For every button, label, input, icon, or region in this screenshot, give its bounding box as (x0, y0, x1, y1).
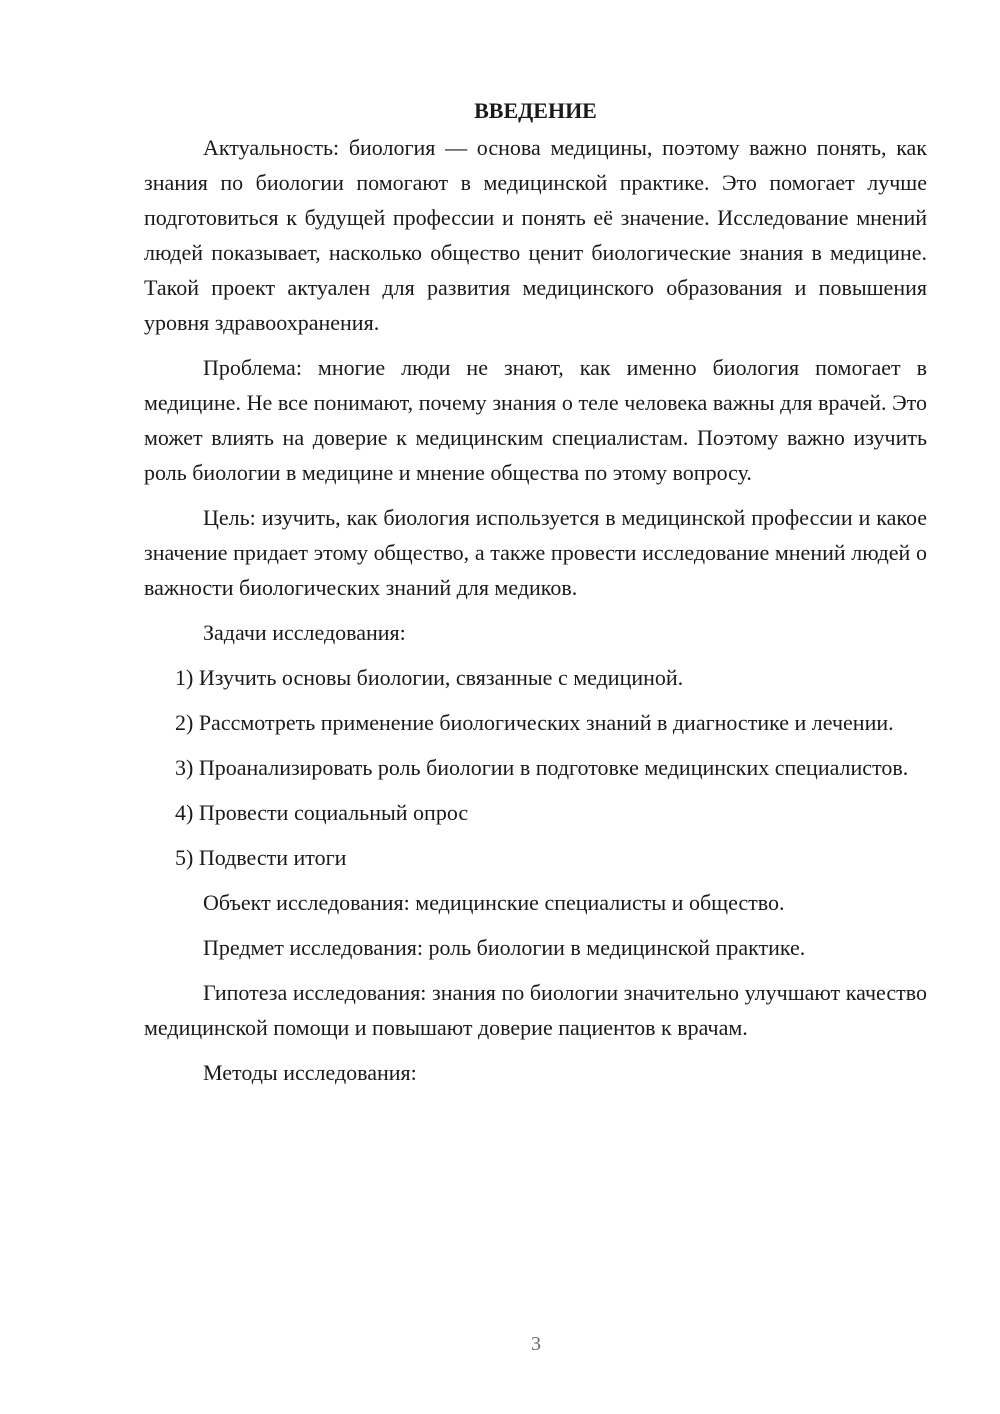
page-number: 3 (531, 1333, 541, 1355)
task-item-5: 5) Подвести итоги (175, 845, 347, 870)
methods-heading: Методы исследования: (203, 1060, 417, 1085)
goal-paragraph: Цель: изучить, как биология используется в медицинской профессии и какое значение придает этому общество, а также провести исследование мнений людей о важности биологических знаний для медиков. (144, 505, 927, 600)
tasks-heading: Задачи исследования: (203, 620, 406, 645)
section-heading: ВВЕДЕНИЕ (474, 98, 597, 123)
task-item-1: 1) Изучить основы биологии, связанные с медициной. (175, 665, 684, 690)
subject-paragraph: Предмет исследования: роль биологии в медицинской практике. (203, 935, 806, 960)
task-item-2: 2) Рассмотреть применение биологических знаний в диагностике и лечении. (175, 710, 894, 735)
object-paragraph: Объект исследования: медицинские специалисты и общество. (203, 890, 785, 915)
page-content (144, 92, 927, 1100)
relevance-paragraph: Актуальность: биология — основа медицины, поэтому важно понять, как знания по биологии помогают в медицинской практике. Это помогает лучше подготовиться к будущей профессии и понять её значение. Исследование мнений людей показывает, насколько общество ценит биологические знания в медицине. Такой проект актуален для развития медицинского образования и повышения уровня здравоохранения. (144, 135, 927, 335)
task-item-3: 3) Проанализировать роль биологии в подготовке медицинских специалистов. (175, 755, 909, 780)
task-item-4: 4) Провести социальный опрос (175, 800, 469, 825)
hypothesis-paragraph: Гипотеза исследования: знания по биологии значительно улучшают качество медицинской помощи и повышают доверие пациентов к врачам. (144, 980, 927, 1040)
problem-paragraph: Проблема: многие люди не знают, как именно биология помогает в медицине. Не все понимают, почему знания о теле человека важны для врачей. Это может влиять на доверие к медицинским специалистам. Поэтому важно изучить роль биологии в медицине и мнение общества по этому вопросу. (144, 355, 927, 485)
